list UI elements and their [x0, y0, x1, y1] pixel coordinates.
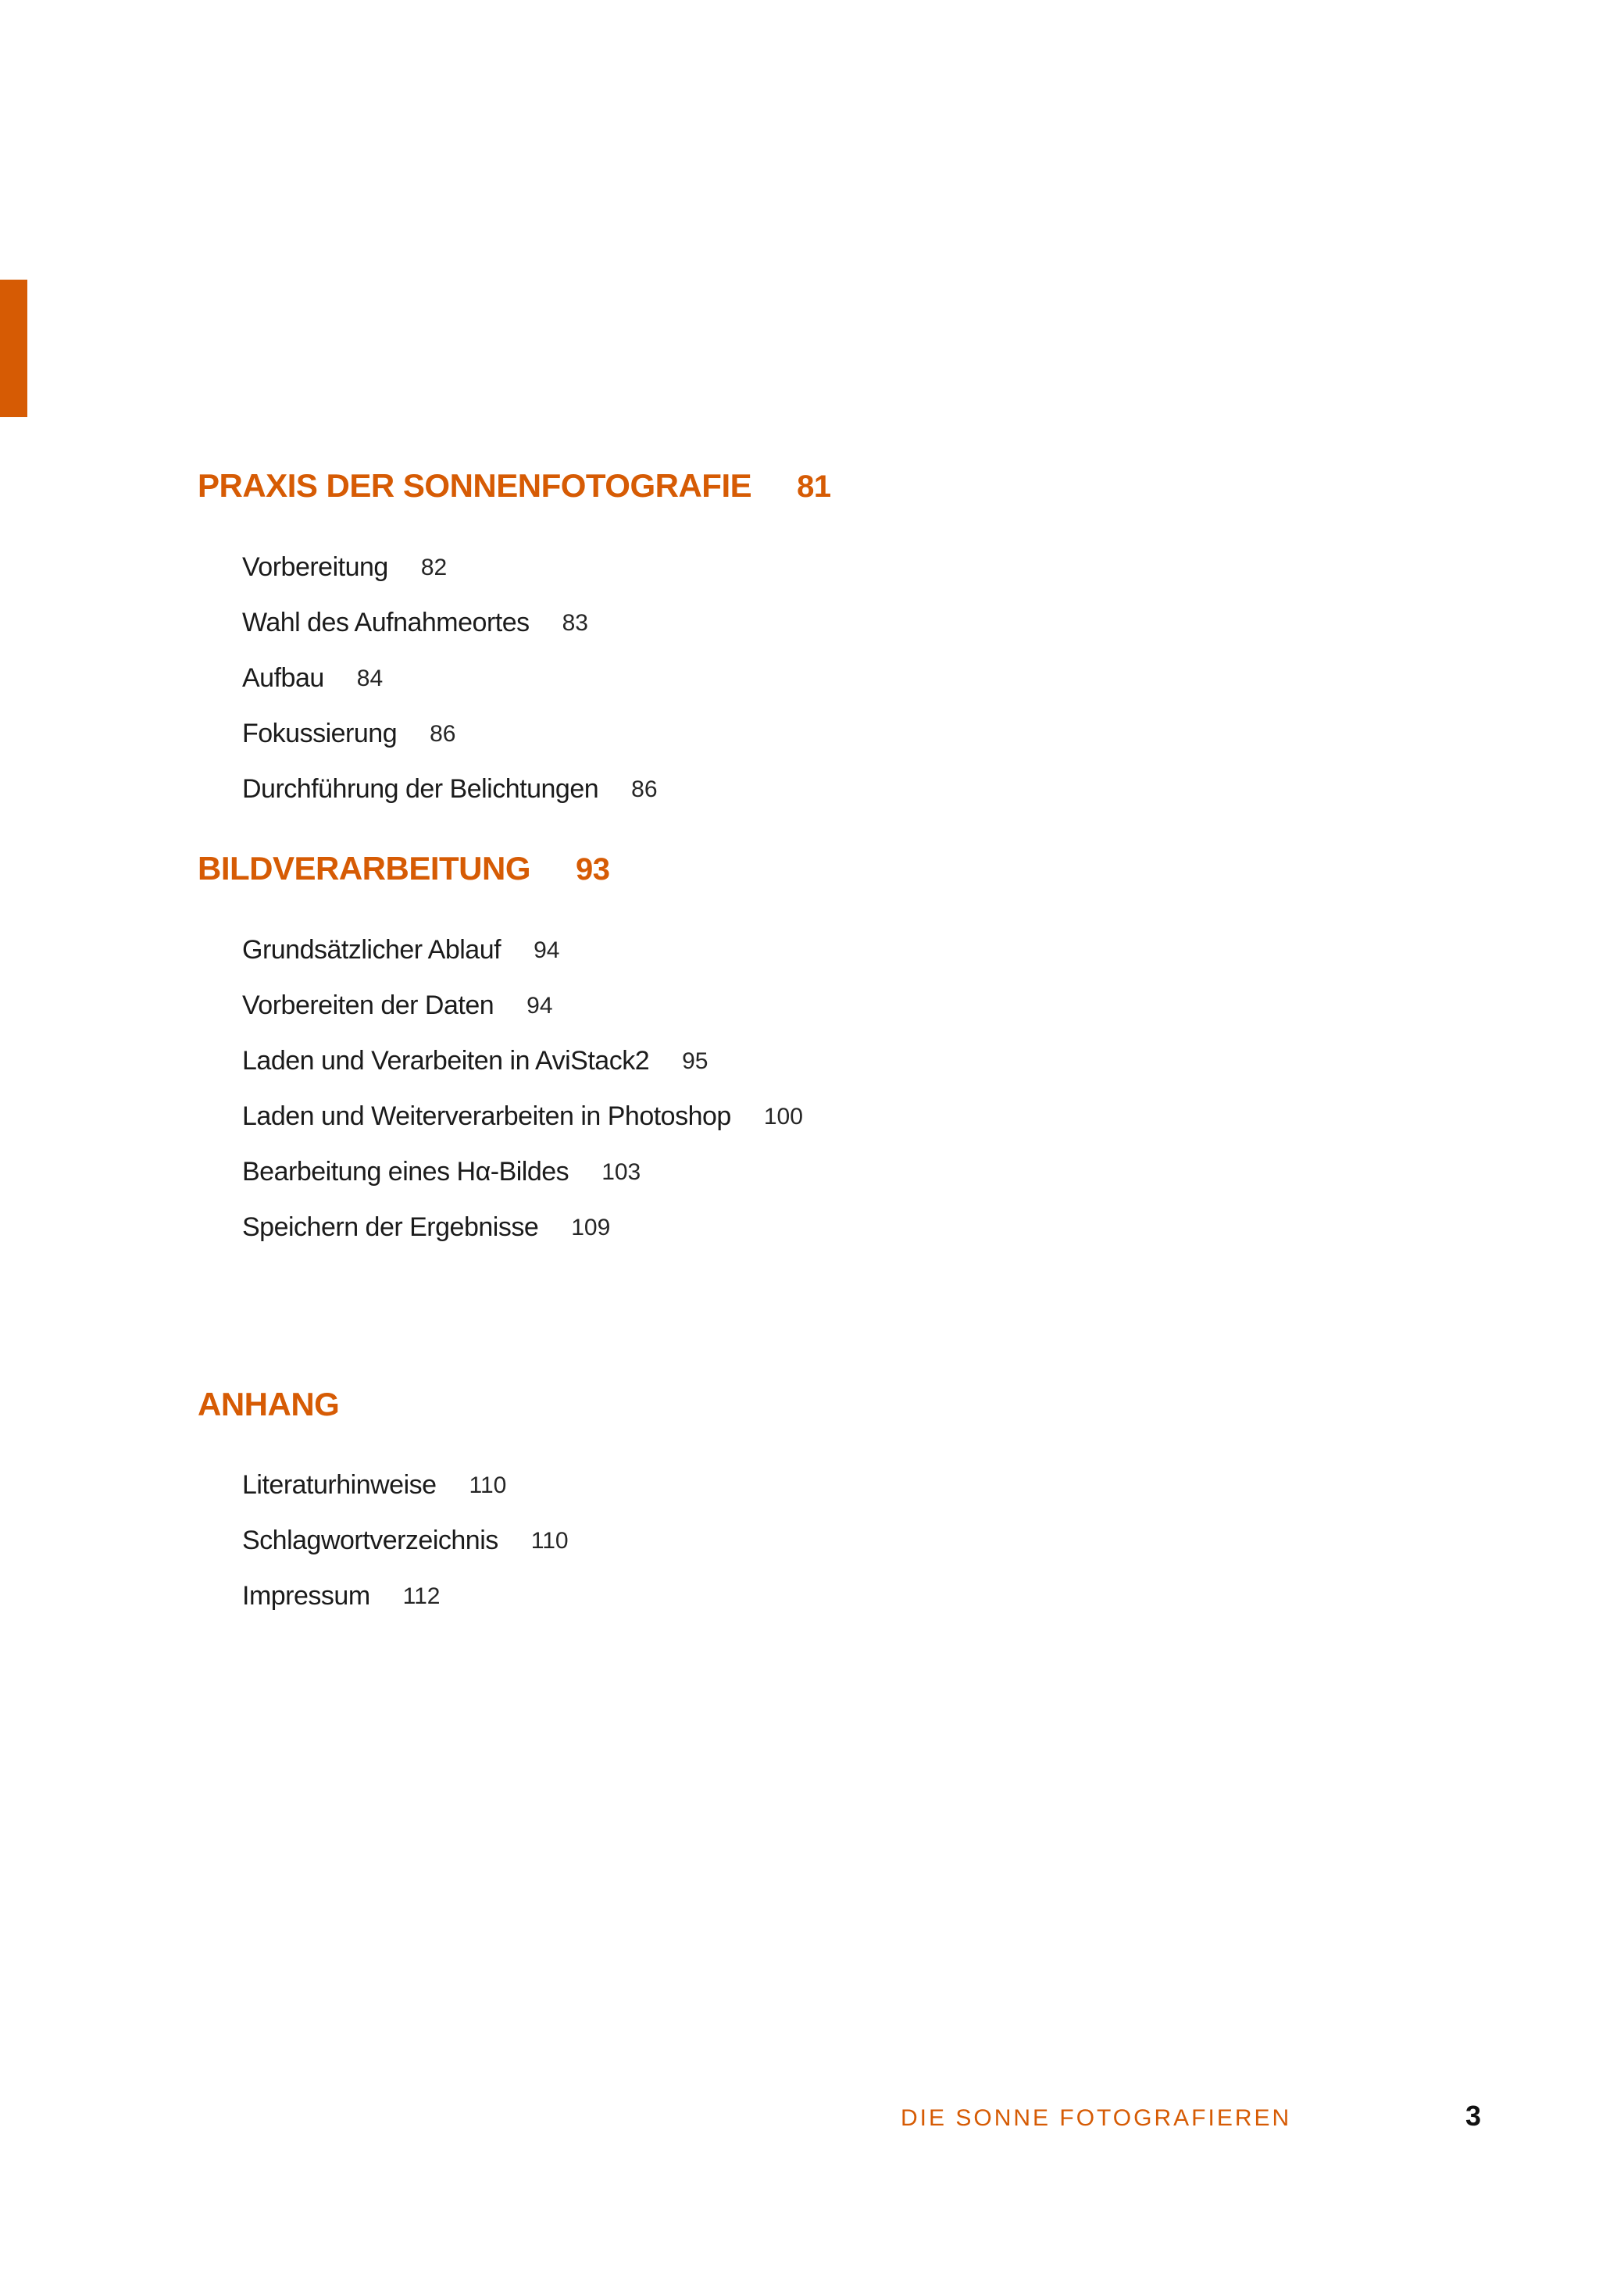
entry-page-number: 86: [430, 720, 456, 747]
entry-page-number: 112: [402, 1583, 441, 1609]
toc-entry: [242, 1144, 803, 1200]
entry-label: Literaturhinweise: [242, 1470, 437, 1500]
entry-page-number: 100: [763, 1103, 803, 1130]
toc-entry: [242, 923, 803, 978]
toc-entry: [242, 1033, 803, 1089]
entry-label: Speichern der Ergebnisse: [242, 1212, 539, 1242]
entry-list: [198, 923, 803, 1255]
section-title-text: BILDVERARBEITUNG: [198, 850, 531, 887]
entry-label: Vorbereiten der Daten: [242, 990, 494, 1020]
toc-section-praxis: [198, 467, 831, 817]
entry-label: Wahl des Aufnahmeortes: [242, 608, 530, 637]
entry-label: Impressum: [242, 1581, 370, 1611]
footer-page-number: 3: [1465, 2100, 1482, 2132]
entry-page-number: 82: [420, 554, 448, 580]
entry-page-number: 94: [526, 992, 553, 1019]
entry-label: Grundsätzlicher Ablauf: [242, 935, 501, 965]
entry-label: Fokussierung: [242, 719, 398, 748]
toc-entry: [242, 706, 831, 762]
toc-entry: [242, 651, 831, 706]
entry-page-number: 110: [469, 1472, 507, 1498]
toc-entry: [242, 1569, 569, 1624]
footer-book-title: DIE SONNE FOTOGRAFIEREN: [901, 2105, 1292, 2131]
section-title-text: PRAXIS DER SONNENFOTOGRAFIE: [198, 467, 752, 504]
entry-list: [198, 540, 831, 817]
entry-label: Aufbau: [242, 663, 324, 693]
entry-page-number: 94: [534, 937, 560, 963]
entry-label: Bearbeitung eines Hα-Bildes: [242, 1157, 569, 1187]
entry-page-number: 83: [562, 609, 588, 636]
entry-page-number: 95: [682, 1048, 708, 1074]
entry-page-number: 109: [571, 1214, 611, 1240]
entry-label: Durchführung der Belichtungen: [242, 774, 599, 804]
entry-page-number: 84: [356, 665, 384, 691]
toc-entry: [242, 595, 831, 651]
accent-bar: [0, 280, 27, 417]
toc-entry: [242, 1513, 569, 1569]
toc-entry: [242, 1089, 803, 1144]
toc-entry: [242, 1458, 569, 1513]
toc-section-anhang: [198, 1386, 569, 1624]
section-title: [198, 1386, 569, 1423]
entry-label: Laden und Verarbeiten in AviStack2: [242, 1046, 650, 1076]
entry-page-number: 103: [601, 1158, 641, 1185]
section-title: [198, 850, 803, 888]
entry-label: Schlagwortverzeichnis: [242, 1526, 498, 1555]
entry-page-number: 86: [631, 776, 658, 802]
entry-list: [198, 1458, 569, 1624]
entry-label: Laden und Weiterverarbeiten in Photoshop: [242, 1101, 731, 1131]
entry-label: Vorbereitung: [242, 552, 388, 582]
toc-entry: [242, 762, 831, 817]
section-page-number: 81: [797, 469, 831, 504]
entry-page-number: 110: [530, 1527, 569, 1554]
toc-entry: [242, 1200, 803, 1255]
toc-entry: [242, 540, 831, 595]
toc-section-bildverarbeitung: [198, 850, 803, 1255]
section-title-text: ANHANG: [198, 1386, 340, 1422]
toc-entry: [242, 978, 803, 1033]
section-title: [198, 467, 831, 505]
section-page-number: 93: [576, 852, 610, 887]
